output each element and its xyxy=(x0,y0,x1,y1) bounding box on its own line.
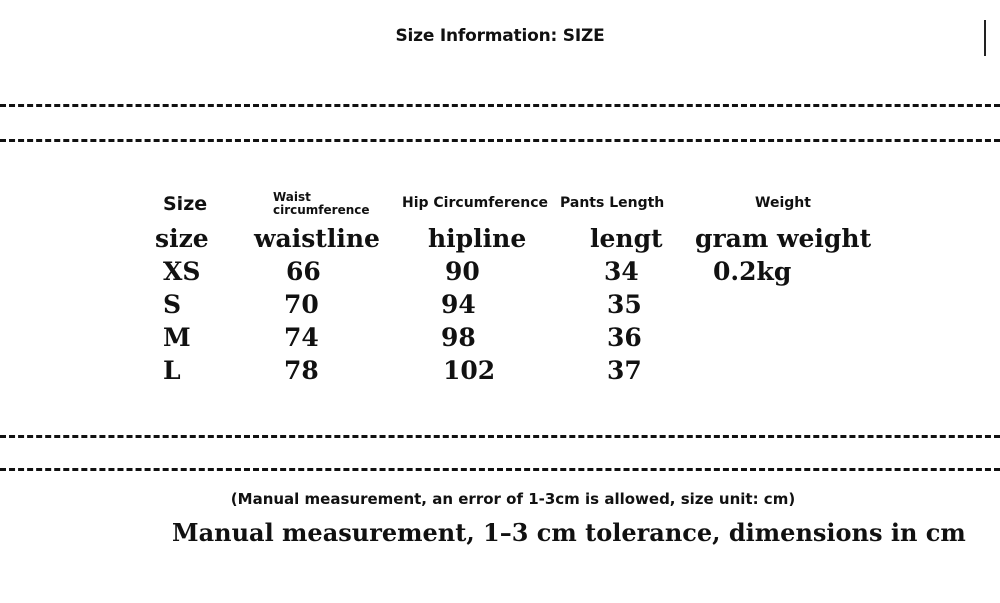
cell-waist: 74 xyxy=(284,323,319,352)
cell-hip: 98 xyxy=(441,323,476,352)
cell-length: 36 xyxy=(607,323,642,352)
divider-top-2 xyxy=(0,139,1000,142)
divider-top-1 xyxy=(0,104,1000,107)
header-hip: Hip Circumference xyxy=(402,195,548,211)
header-size: Size xyxy=(163,193,208,215)
measurement-note-large: Manual measurement, 1–3 cm tolerance, dimensions in cm xyxy=(172,518,966,547)
cell-length: 37 xyxy=(607,356,642,385)
cell-size: XS xyxy=(163,257,201,286)
cell-waist: 70 xyxy=(284,290,319,319)
cell-weight: 0.2kg xyxy=(713,257,792,286)
divider-bottom-2 xyxy=(0,468,1000,471)
cell-hip: 90 xyxy=(445,257,480,286)
cell-waist: 78 xyxy=(284,356,319,385)
cell-hip: 94 xyxy=(441,290,476,319)
text-cursor xyxy=(984,20,986,56)
cell-length: 35 xyxy=(607,290,642,319)
cell-waist: 66 xyxy=(286,257,321,286)
cell-hip: 102 xyxy=(443,356,496,385)
header-length: Pants Length xyxy=(560,195,665,211)
divider-bottom-1 xyxy=(0,435,1000,438)
measurement-note-small: (Manual measurement, an error of 1-3cm is allowed, size unit: cm) xyxy=(230,490,796,508)
header-waist: Waist circumference xyxy=(273,190,370,217)
cell-size: S xyxy=(163,290,182,319)
cell-size: L xyxy=(163,356,181,385)
cell-size: M xyxy=(163,323,191,352)
subheader-size: size xyxy=(155,224,209,253)
subheader-weight: gram weight xyxy=(695,224,872,253)
cell-length: 34 xyxy=(604,257,639,286)
subheader-waist: waistline xyxy=(254,224,380,253)
subheader-length: lengt xyxy=(590,224,663,253)
header-weight: Weight xyxy=(755,195,811,211)
page-title: Size Information: SIZE xyxy=(395,26,605,46)
subheader-hip: hipline xyxy=(428,224,527,253)
